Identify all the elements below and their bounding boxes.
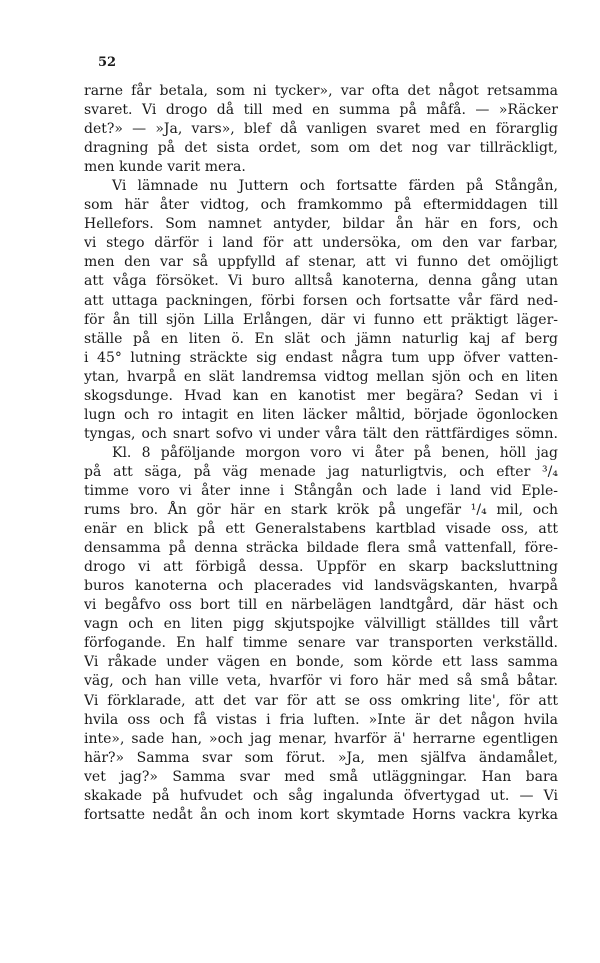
text-line: vi begåfvo oss bort till en närbelägen landtgård, där häst och: [84, 597, 558, 614]
text-line: drogo vi att förbigå dessa. Uppför en skarp backsluttning: [84, 559, 558, 576]
text-line: rarne får betala, som ni tycker», var ofta det något retsamma: [84, 83, 558, 99]
text-line: enär en blick på ett Generalstabens kartblad visade oss, att: [84, 521, 558, 538]
text-line: hvila oss och få vistas i fria luften. »Inte är det någon hvila: [84, 711, 558, 728]
text-line: för ån till sjön Lilla Erlången, där vi funno ett präktigt läger-: [84, 311, 558, 328]
text-line: Hellefors. Som namnet antyder, bildar ån här en fors, och: [84, 216, 558, 233]
text-line: det?» — »Ja, vars», blef då vanligen svaret med en förarglig: [84, 121, 558, 138]
text-line: lugn och ro intagit en liten läcker måltid, började ögonlocken: [84, 406, 558, 423]
text-line: vi stego därför i land för att undersöka, om den var farbar,: [84, 235, 558, 252]
text-line: på att säga, på väg menade jag naturligtvis, och efter ³/₄: [84, 463, 558, 480]
text-line: rums bro. Ån gör här en stark krök på ungefär ¹/₄ mil, och: [84, 502, 558, 519]
text-line: svaret. Vi drogo då till med en summa på måfå. — »Räcker: [84, 102, 558, 119]
text-line: skakade på hufvudet och såg ingalunda öfvertygad ut. — Vi: [84, 787, 558, 804]
text-line: Vi lämnade nu Juttern och fortsatte färden på Stångån,: [112, 178, 558, 195]
text-line: vet jag?» Samma svar med små utläggningar. Han bara: [84, 768, 558, 785]
text-line: vagn och en liten pigg skjutspojke välvilligt ställdes till vårt: [84, 616, 558, 633]
text-line: här?» Samma svar som förut. »Ja, men själfva ändamålet,: [84, 749, 558, 766]
text-line: Vi råkade under vägen en bonde, som körde ett lass samma: [84, 654, 558, 671]
text-line: förfogande. En half timme senare var transporten verkställd.: [84, 635, 558, 652]
text-line: Kl. 8 påföljande morgon voro vi åter på benen, höll jag: [112, 444, 558, 461]
text-line: men den var så uppfylld af stenar, att vi funno det omöjligt: [84, 254, 558, 271]
text-line: skogsdunge. Hvad kan en kanotist mer begära? Sedan vi i: [84, 387, 558, 404]
text-line: dragning på det sista ordet, som om det nog var tillräckligt,: [84, 140, 558, 157]
body-text: [84, 82, 558, 825]
text-line: att uttaga packningen, förbi forsen och fortsatte vår färd ned-: [84, 292, 558, 309]
page-number: 52: [98, 55, 117, 70]
text-line: inte», sade han, »och jag menar, hvarför ä' herrarne egentligen: [84, 730, 558, 747]
text-line: väg, och han ville veta, hvarför vi foro här med så små båtar.: [84, 673, 558, 690]
text-line: ställe på en liten ö. En slät och jämn naturlig kaj af berg: [84, 330, 558, 347]
text-line: att våga försöket. Vi buro alltså kanoterna, denna gång utan: [84, 273, 558, 290]
text-line: som här åter vidtog, och framkommo på eftermiddagen till: [84, 197, 558, 214]
text-line: men kunde varit mera.: [84, 159, 246, 176]
text-line: fortsatte nedåt ån och inom kort skymtade Horns vackra kyrka: [84, 806, 558, 823]
text-line: timme voro vi åter inne i Stångån och lade i land vid Eple-: [84, 482, 558, 499]
text-line: ytan, hvarpå en slät landremsa vidtog mellan sjön och en liten: [84, 368, 558, 385]
text-line: Vi förklarade, att det var för att se oss omkring lite', för att: [84, 692, 558, 709]
text-line: tyngas, och snart sofvo vi under våra tält den rättfärdiges sömn.: [84, 425, 558, 442]
text-line: buros kanoterna och placerades vid landsvägskanten, hvarpå: [84, 578, 558, 595]
text-line: densamma på denna sträcka bildade flera små vattenfall, före-: [84, 540, 558, 557]
text-line: i 45° lutning sträckte sig endast några tum upp öfver vatten-: [84, 349, 558, 366]
